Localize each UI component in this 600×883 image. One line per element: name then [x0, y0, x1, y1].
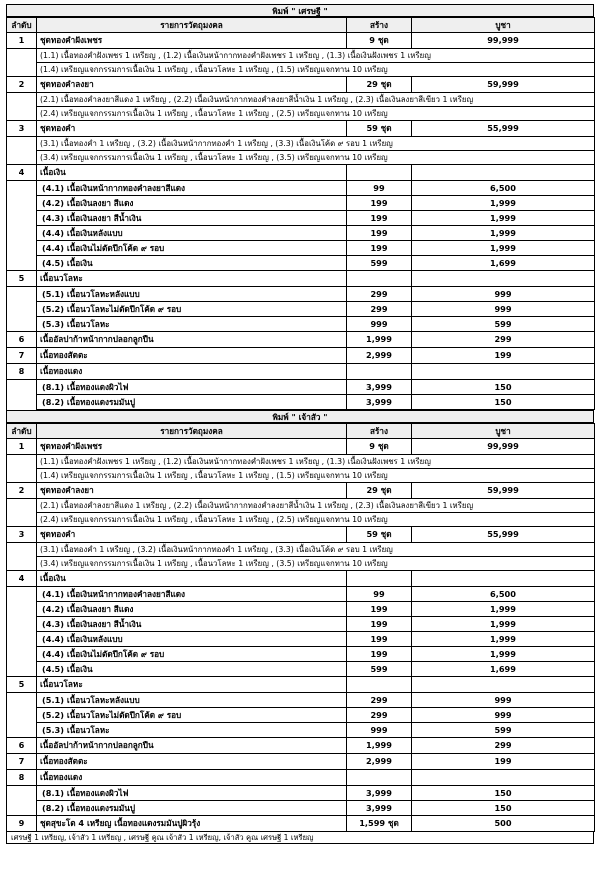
item-description-row [7, 49, 595, 63]
sub-item-name: (8.1) เนื้อทองแดงผิวไฟ [37, 380, 347, 395]
item-description-row [7, 151, 595, 165]
item-number: 4 [7, 571, 37, 587]
item-price: 55,999 [412, 527, 595, 543]
item-description: (1.1) เนื้อทองคำฝังเพชร 1 เหรียญ , (1.2) เนื้อเงินหน้ากากทองคำฝังเพชร 1 เหรียญ , (1.3) เนื้อเงินฝังเพชร 1 เหรียญ [37, 49, 595, 63]
header-item-name: รายการวัตถุมงคล [37, 18, 347, 33]
item-quantity [347, 571, 412, 587]
sub-item-price: 1,999 [412, 241, 595, 256]
sub-item-name: (8.2) เนื้อทองแดงรมมันปู [37, 395, 347, 410]
table-row [7, 483, 595, 499]
sub-item-name: (4.5) เนื้อเงิน [37, 256, 347, 271]
sub-item-quantity: 3,999 [347, 786, 412, 801]
sub-item-name: (5.2) เนื้อนวโลหะไม่ตัดปีกโค้ด ๙ รอบ [37, 302, 347, 317]
item-description: (3.4) เหรียญแจกกรรมการเนื้อเงิน 1 เหรียญ , เนื้อนวโลหะ 1 เหรียญ , (3.5) เหรียญแจกทาน 10 เหรียญ [37, 151, 595, 165]
sub-item-price: 1,999 [412, 211, 595, 226]
sub-item-name: (4.2) เนื้อเงินลงยา สีแดง [37, 196, 347, 211]
price-list-document [6, 4, 594, 844]
item-description: (3.1) เนื้อทองคำ 1 เหรียญ , (3.2) เนื้อเงินหน้ากากทองคำ 1 เหรียญ , (3.3) เนื้อเงินโค้ด ๙ รอบ 1 เหรียญ [37, 543, 595, 557]
sub-item-name: (4.3) เนื้อเงินลงยา สีน้ำเงิน [37, 211, 347, 226]
header-quantity: สร้าง [347, 424, 412, 439]
item-name: เนื้อเงิน [37, 165, 347, 181]
row-spacer [7, 93, 37, 107]
header-number: ลำดับ [7, 18, 37, 33]
row-spacer [7, 587, 37, 602]
item-description: (2.4) เหรียญแจกกรรมการเนื้อเงิน 1 เหรียญ , เนื้อนวโลหะ 1 เหรียญ , (2.5) เหรียญแจกทาน 10 เหรียญ [37, 513, 595, 527]
sub-item-name: (5.3) เนื้อนวโลหะ [37, 317, 347, 332]
row-spacer [7, 287, 37, 302]
item-price: 99,999 [412, 439, 595, 455]
row-spacer [7, 211, 37, 226]
sub-item-quantity: 3,999 [347, 801, 412, 816]
sub-item-price: 999 [412, 287, 595, 302]
item-number: 6 [7, 738, 37, 754]
item-quantity: 59 ชุด [347, 121, 412, 137]
item-price [412, 677, 595, 693]
table-row [7, 527, 595, 543]
row-spacer [7, 602, 37, 617]
price-list-section [6, 4, 594, 410]
item-description: (1.4) เหรียญแจกกรรมการเนื้อเงิน 1 เหรียญ , เนื้อนวโลหะ 1 เหรียญ , (1.5) เหรียญแจกทาน 10 เหรียญ [37, 469, 595, 483]
sub-item-price: 999 [412, 302, 595, 317]
row-spacer [7, 632, 37, 647]
sub-item-quantity: 199 [347, 241, 412, 256]
sub-item-price: 6,500 [412, 587, 595, 602]
sub-item-quantity: 3,999 [347, 380, 412, 395]
sub-item-price: 150 [412, 380, 595, 395]
sub-item-row [7, 786, 595, 801]
sub-item-row [7, 226, 595, 241]
sub-item-name: (4.4) เนื้อเงินไม่ตัดปีกโค้ด ๙ รอบ [37, 647, 347, 662]
table-row [7, 677, 595, 693]
header-price: บูชา [412, 424, 595, 439]
sub-item-name: (4.4) เนื้อเงินหลังแบบ [37, 632, 347, 647]
item-number: 8 [7, 770, 37, 786]
sub-item-row [7, 662, 595, 677]
item-price [412, 571, 595, 587]
price-table [6, 17, 595, 410]
row-spacer [7, 786, 37, 801]
item-quantity: 1,999 [347, 738, 412, 754]
item-name: เนื้อทองสัตตะ [37, 348, 347, 364]
header-item-name: รายการวัตถุมงคล [37, 424, 347, 439]
sub-item-quantity: 599 [347, 662, 412, 677]
sub-item-price: 1,999 [412, 647, 595, 662]
row-spacer [7, 499, 37, 513]
sub-item-quantity: 999 [347, 723, 412, 738]
table-row [7, 165, 595, 181]
sub-item-row [7, 587, 595, 602]
item-price: 199 [412, 348, 595, 364]
row-spacer [7, 137, 37, 151]
item-price [412, 770, 595, 786]
row-spacer [7, 317, 37, 332]
sub-item-price: 1,699 [412, 256, 595, 271]
item-name: ชุดทองคำ [37, 527, 347, 543]
sub-item-row [7, 602, 595, 617]
table-row [7, 121, 595, 137]
sub-item-name: (4.1) เนื้อเงินหน้ากากทองคำลงยาสีแดง [37, 181, 347, 196]
row-spacer [7, 256, 37, 271]
item-price: 99,999 [412, 33, 595, 49]
item-quantity [347, 677, 412, 693]
sub-item-quantity: 199 [347, 647, 412, 662]
row-spacer [7, 226, 37, 241]
sub-item-row [7, 181, 595, 196]
header-number: ลำดับ [7, 424, 37, 439]
item-quantity: 9 ชุด [347, 33, 412, 49]
item-quantity: 2,999 [347, 348, 412, 364]
row-spacer [7, 647, 37, 662]
table-row [7, 77, 595, 93]
table-row [7, 770, 595, 786]
table-row [7, 738, 595, 754]
sub-item-quantity: 999 [347, 317, 412, 332]
item-quantity: 1,999 [347, 332, 412, 348]
table-header-row [7, 424, 595, 439]
item-price: 59,999 [412, 77, 595, 93]
sub-item-price: 150 [412, 786, 595, 801]
sub-item-row [7, 241, 595, 256]
row-spacer [7, 455, 37, 469]
sub-item-price: 599 [412, 723, 595, 738]
item-number: 2 [7, 483, 37, 499]
row-spacer [7, 196, 37, 211]
row-spacer [7, 63, 37, 77]
item-quantity [347, 770, 412, 786]
sub-item-price: 1,999 [412, 632, 595, 647]
item-quantity: 29 ชุด [347, 77, 412, 93]
sub-item-quantity: 299 [347, 693, 412, 708]
sub-item-row [7, 380, 595, 395]
table-row [7, 271, 595, 287]
item-number: 1 [7, 439, 37, 455]
item-description: (3.4) เหรียญแจกกรรมการเนื้อเงิน 1 เหรียญ , เนื้อนวโลหะ 1 เหรียญ , (3.5) เหรียญแจกทาน 10 เหรียญ [37, 557, 595, 571]
row-spacer [7, 241, 37, 256]
sub-item-price: 150 [412, 395, 595, 410]
sub-item-quantity: 599 [347, 256, 412, 271]
row-spacer [7, 395, 37, 410]
row-spacer [7, 380, 37, 395]
sub-item-quantity: 299 [347, 302, 412, 317]
item-name: ชุดทองคำฝังเพชร [37, 439, 347, 455]
sub-item-name: (5.2) เนื้อนวโลหะไม่ตัดปีกโค้ด ๙ รอบ [37, 708, 347, 723]
row-spacer [7, 557, 37, 571]
item-description: (2.4) เหรียญแจกกรรมการเนื้อเงิน 1 เหรียญ , เนื้อนวโลหะ 1 เหรียญ , (2.5) เหรียญแจกทาน 10 เหรียญ [37, 107, 595, 121]
item-description-row [7, 469, 595, 483]
sub-item-quantity: 3,999 [347, 395, 412, 410]
sub-item-row [7, 395, 595, 410]
table-header-row [7, 18, 595, 33]
item-name: ชุดทองคำ [37, 121, 347, 137]
row-spacer [7, 513, 37, 527]
item-number: 1 [7, 33, 37, 49]
item-description: (2.1) เนื้อทองคำลงยาสีแดง 1 เหรียญ , (2.2) เนื้อเงินหน้ากากทองคำลงยาสีน้ำเงิน 1 เหรียญ , (2.3) เนื้อเงินลงยาสีเขียว 1 เหรียญ [37, 93, 595, 107]
item-number: 6 [7, 332, 37, 348]
sub-item-row [7, 647, 595, 662]
item-description-row [7, 455, 595, 469]
sub-item-row [7, 211, 595, 226]
item-name: ชุดทองคำลงยา [37, 483, 347, 499]
item-description-row [7, 63, 595, 77]
item-quantity: 2,999 [347, 754, 412, 770]
item-name: เนื้อทองแดง [37, 770, 347, 786]
sub-item-quantity: 299 [347, 708, 412, 723]
item-quantity: 59 ชุด [347, 527, 412, 543]
sub-item-row [7, 693, 595, 708]
item-quantity: 9 ชุด [347, 439, 412, 455]
sub-item-name: (4.5) เนื้อเงิน [37, 662, 347, 677]
row-spacer [7, 151, 37, 165]
sub-item-row [7, 287, 595, 302]
sub-item-name: (4.4) เนื้อเงินไม่ตัดปีกโค้ด ๙ รอบ [37, 241, 347, 256]
row-spacer [7, 662, 37, 677]
row-spacer [7, 49, 37, 63]
item-number: 5 [7, 271, 37, 287]
sub-item-row [7, 632, 595, 647]
item-number: 2 [7, 77, 37, 93]
sub-item-row [7, 708, 595, 723]
item-description-row [7, 137, 595, 151]
item-number: 7 [7, 754, 37, 770]
item-description-row [7, 499, 595, 513]
sub-item-row [7, 302, 595, 317]
sub-item-quantity: 199 [347, 602, 412, 617]
table-row [7, 33, 595, 49]
sub-item-quantity: 199 [347, 632, 412, 647]
sub-item-row [7, 196, 595, 211]
sub-item-row [7, 256, 595, 271]
item-name: เนื้อนวโลหะ [37, 271, 347, 287]
item-number: 7 [7, 348, 37, 364]
row-spacer [7, 543, 37, 557]
sub-item-price: 999 [412, 693, 595, 708]
item-description: (3.1) เนื้อทองคำ 1 เหรียญ , (3.2) เนื้อเงินหน้ากากทองคำ 1 เหรียญ , (3.3) เนื้อเงินโค้ด ๙ รอบ 1 เหรียญ [37, 137, 595, 151]
header-quantity: สร้าง [347, 18, 412, 33]
sub-item-name: (8.2) เนื้อทองแดงรมมันปู [37, 801, 347, 816]
sub-item-name: (4.3) เนื้อเงินลงยา สีน้ำเงิน [37, 617, 347, 632]
row-spacer [7, 617, 37, 632]
row-spacer [7, 708, 37, 723]
item-name: เนื้อนวโลหะ [37, 677, 347, 693]
sub-item-quantity: 199 [347, 196, 412, 211]
item-price: 299 [412, 738, 595, 754]
item-quantity [347, 364, 412, 380]
item-name: เนื้ออัลปาก้าหน้ากากปลอกลูกปืน [37, 332, 347, 348]
footnote: เศรษฐี 1 เหรียญ, เจ้าสัว 1 เหรียญ , เศรษฐี คูณ เจ้าสัว 1 เหรียญ, เจ้าสัว คูณ เศรษฐี 1 เหรียญ [6, 832, 594, 844]
sub-item-price: 1,999 [412, 602, 595, 617]
sub-item-row [7, 317, 595, 332]
table-row [7, 332, 595, 348]
sub-item-quantity: 199 [347, 617, 412, 632]
sub-item-row [7, 801, 595, 816]
price-list-section [6, 410, 594, 844]
sub-item-name: (5.1) เนื้อนวโลหะหลังแบบ [37, 287, 347, 302]
item-number: 3 [7, 121, 37, 137]
row-spacer [7, 469, 37, 483]
item-description: (1.1) เนื้อทองคำฝังเพชร 1 เหรียญ , (1.2) เนื้อเงินหน้ากากทองคำฝังเพชร 1 เหรียญ , (1.3) เนื้อเงินฝังเพชร 1 เหรียญ [37, 455, 595, 469]
item-name: ชุดทองคำลงยา [37, 77, 347, 93]
table-row [7, 364, 595, 380]
item-name: เนื้อทองสัตตะ [37, 754, 347, 770]
item-price: 55,999 [412, 121, 595, 137]
item-description: (2.1) เนื้อทองคำลงยาสีแดง 1 เหรียญ , (2.2) เนื้อเงินหน้ากากทองคำลงยาสีน้ำเงิน 1 เหรียญ , (2.3) เนื้อเงินลงยาสีเขียว 1 เหรียญ [37, 499, 595, 513]
sub-item-name: (5.3) เนื้อนวโลหะ [37, 723, 347, 738]
item-description-row [7, 107, 595, 121]
sub-item-name: (4.2) เนื้อเงินลงยา สีแดง [37, 602, 347, 617]
section-title: พิมพ์ " เศรษฐี " [6, 4, 594, 17]
table-row [7, 439, 595, 455]
item-description-row [7, 543, 595, 557]
row-spacer [7, 107, 37, 121]
sub-item-price: 150 [412, 801, 595, 816]
item-quantity: 1,599 ชุด [347, 816, 412, 832]
item-number: 8 [7, 364, 37, 380]
item-number: 3 [7, 527, 37, 543]
sub-item-quantity: 299 [347, 287, 412, 302]
item-description-row [7, 557, 595, 571]
row-spacer [7, 801, 37, 816]
sub-item-price: 599 [412, 317, 595, 332]
item-description-row [7, 93, 595, 107]
sub-item-price: 1,999 [412, 226, 595, 241]
item-price [412, 271, 595, 287]
item-price: 500 [412, 816, 595, 832]
item-description: (1.4) เหรียญแจกกรรมการเนื้อเงิน 1 เหรียญ , เนื้อนวโลหะ 1 เหรียญ , (1.5) เหรียญแจกทาน 10 เหรียญ [37, 63, 595, 77]
sub-item-price: 1,999 [412, 196, 595, 211]
item-price: 299 [412, 332, 595, 348]
item-quantity: 29 ชุด [347, 483, 412, 499]
item-number: 9 [7, 816, 37, 832]
header-price: บูชา [412, 18, 595, 33]
sub-item-price: 999 [412, 708, 595, 723]
price-table [6, 423, 595, 832]
sub-item-price: 1,999 [412, 617, 595, 632]
row-spacer [7, 693, 37, 708]
item-name: เนื้อทองแดง [37, 364, 347, 380]
section-title: พิมพ์ " เจ้าสัว " [6, 410, 594, 423]
item-price [412, 364, 595, 380]
item-number: 4 [7, 165, 37, 181]
item-price: 59,999 [412, 483, 595, 499]
sub-item-name: (4.1) เนื้อเงินหน้ากากทองคำลงยาสีแดง [37, 587, 347, 602]
sub-item-price: 6,500 [412, 181, 595, 196]
item-quantity [347, 165, 412, 181]
sub-item-price: 1,699 [412, 662, 595, 677]
sub-item-quantity: 99 [347, 587, 412, 602]
item-price: 199 [412, 754, 595, 770]
row-spacer [7, 302, 37, 317]
item-name: ชุดทองคำฝังเพชร [37, 33, 347, 49]
sub-item-name: (5.1) เนื้อนวโลหะหลังแบบ [37, 693, 347, 708]
sub-item-quantity: 199 [347, 226, 412, 241]
item-name: เนื้ออัลปาก้าหน้ากากปลอกลูกปืน [37, 738, 347, 754]
item-quantity [347, 271, 412, 287]
row-spacer [7, 181, 37, 196]
item-price [412, 165, 595, 181]
row-spacer [7, 723, 37, 738]
sub-item-quantity: 199 [347, 211, 412, 226]
item-number: 5 [7, 677, 37, 693]
table-row [7, 571, 595, 587]
sub-item-row [7, 723, 595, 738]
item-name: เนื้อเงิน [37, 571, 347, 587]
table-row [7, 754, 595, 770]
sub-item-quantity: 99 [347, 181, 412, 196]
item-name: ชุดสุขะโต 4 เหรียญ เนื้อทองแดงรมมันปูผิวรุ้ง [37, 816, 347, 832]
item-description-row [7, 513, 595, 527]
sub-item-name: (4.4) เนื้อเงินหลังแบบ [37, 226, 347, 241]
sub-item-name: (8.1) เนื้อทองแดงผิวไฟ [37, 786, 347, 801]
table-row [7, 816, 595, 832]
table-row [7, 348, 595, 364]
sub-item-row [7, 617, 595, 632]
